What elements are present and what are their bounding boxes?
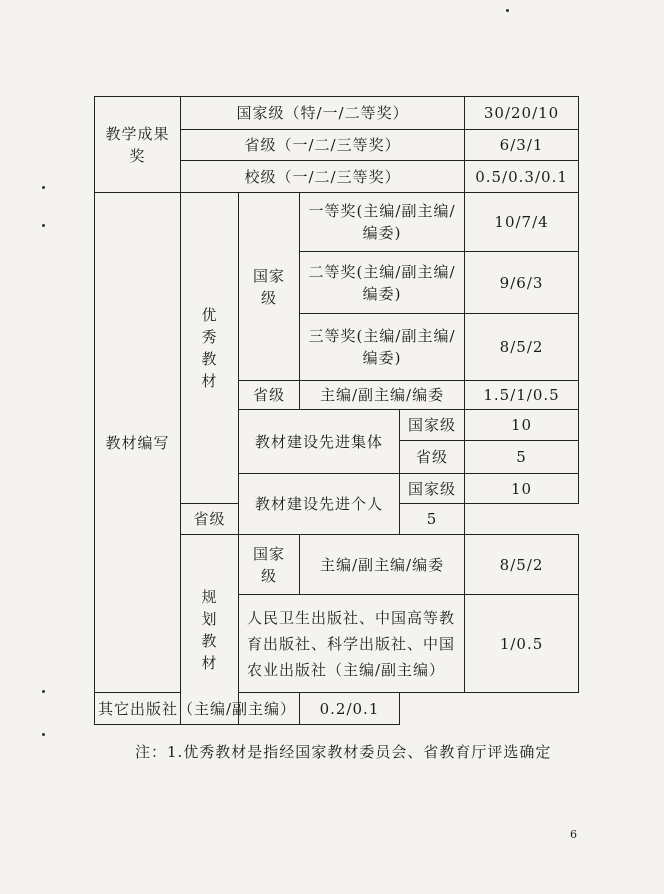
level-cell: 国家级 <box>400 410 465 441</box>
points-cell: 10/7/4 <box>465 193 579 252</box>
points-cell: 0.5/0.3/0.1 <box>465 161 579 193</box>
page-number: 6 <box>570 828 577 841</box>
points-cell: 9/6/3 <box>465 252 579 314</box>
table-row <box>95 693 579 725</box>
teaching-award-category-cell: 教学成果奖 <box>95 97 181 193</box>
role-cell: 主编/副主编/编委 <box>300 381 465 410</box>
award-level-cell: 校级（一/二/三等奖） <box>181 161 465 193</box>
award-level-cell: 国家级（特/一/二等奖） <box>181 97 465 130</box>
collective-award-cell: 教材建设先进集体 <box>239 410 400 474</box>
scan-speck <box>506 9 509 12</box>
points-cell: 5 <box>400 504 465 535</box>
individual-award-cell: 教材建设先进个人 <box>239 474 400 535</box>
national-level-cell: 国家级 <box>239 535 300 595</box>
provincial-level-cell: 省级 <box>239 381 300 410</box>
textbook-category-cell: 教材编写 <box>95 193 181 693</box>
level-cell: 国家级 <box>400 474 465 504</box>
points-cell: 1.5/1/0.5 <box>465 381 579 410</box>
award-level-cell: 省级（一/二/三等奖） <box>181 130 465 161</box>
planned-textbook-cell: 规划教材 <box>181 535 239 725</box>
points-cell: 10 <box>465 474 579 504</box>
award-grade-cell: 二等奖(主编/副主编/编委) <box>300 252 465 314</box>
points-cell: 5 <box>465 441 579 474</box>
scan-speck <box>42 733 45 736</box>
table-row <box>95 193 579 252</box>
points-cell: 10 <box>465 410 579 441</box>
other-publisher-cell: 其它出版社（主编/副主编） <box>95 693 300 725</box>
scan-speck <box>42 690 45 693</box>
footnote: 注：1.优秀教材是指经国家教材委员会、省教育厅评选确定 <box>135 743 552 761</box>
role-cell: 主编/副主编/编委 <box>300 535 465 595</box>
points-cell: 8/5/2 <box>465 535 579 595</box>
national-level-cell: 国家级 <box>239 193 300 381</box>
scoring-table <box>94 96 579 725</box>
level-cell: 省级 <box>181 504 239 535</box>
points-cell: 8/5/2 <box>465 314 579 381</box>
publisher-list-cell: 人民卫生出版社、中国高等教育出版社、科学出版社、中国农业出版社（主编/副主编） <box>239 595 465 693</box>
table-row <box>95 97 579 130</box>
excellent-textbook-cell: 优秀教材 <box>181 193 239 504</box>
points-cell: 30/20/10 <box>465 97 579 130</box>
points-cell: 1/0.5 <box>465 595 579 693</box>
award-grade-cell: 三等奖(主编/副主编/编委) <box>300 314 465 381</box>
scan-speck <box>42 224 45 227</box>
scan-speck <box>42 186 45 189</box>
points-cell: 0.2/0.1 <box>300 693 400 725</box>
points-cell: 6/3/1 <box>465 130 579 161</box>
award-grade-cell: 一等奖(主编/副主编/编委) <box>300 193 465 252</box>
level-cell: 省级 <box>400 441 465 474</box>
